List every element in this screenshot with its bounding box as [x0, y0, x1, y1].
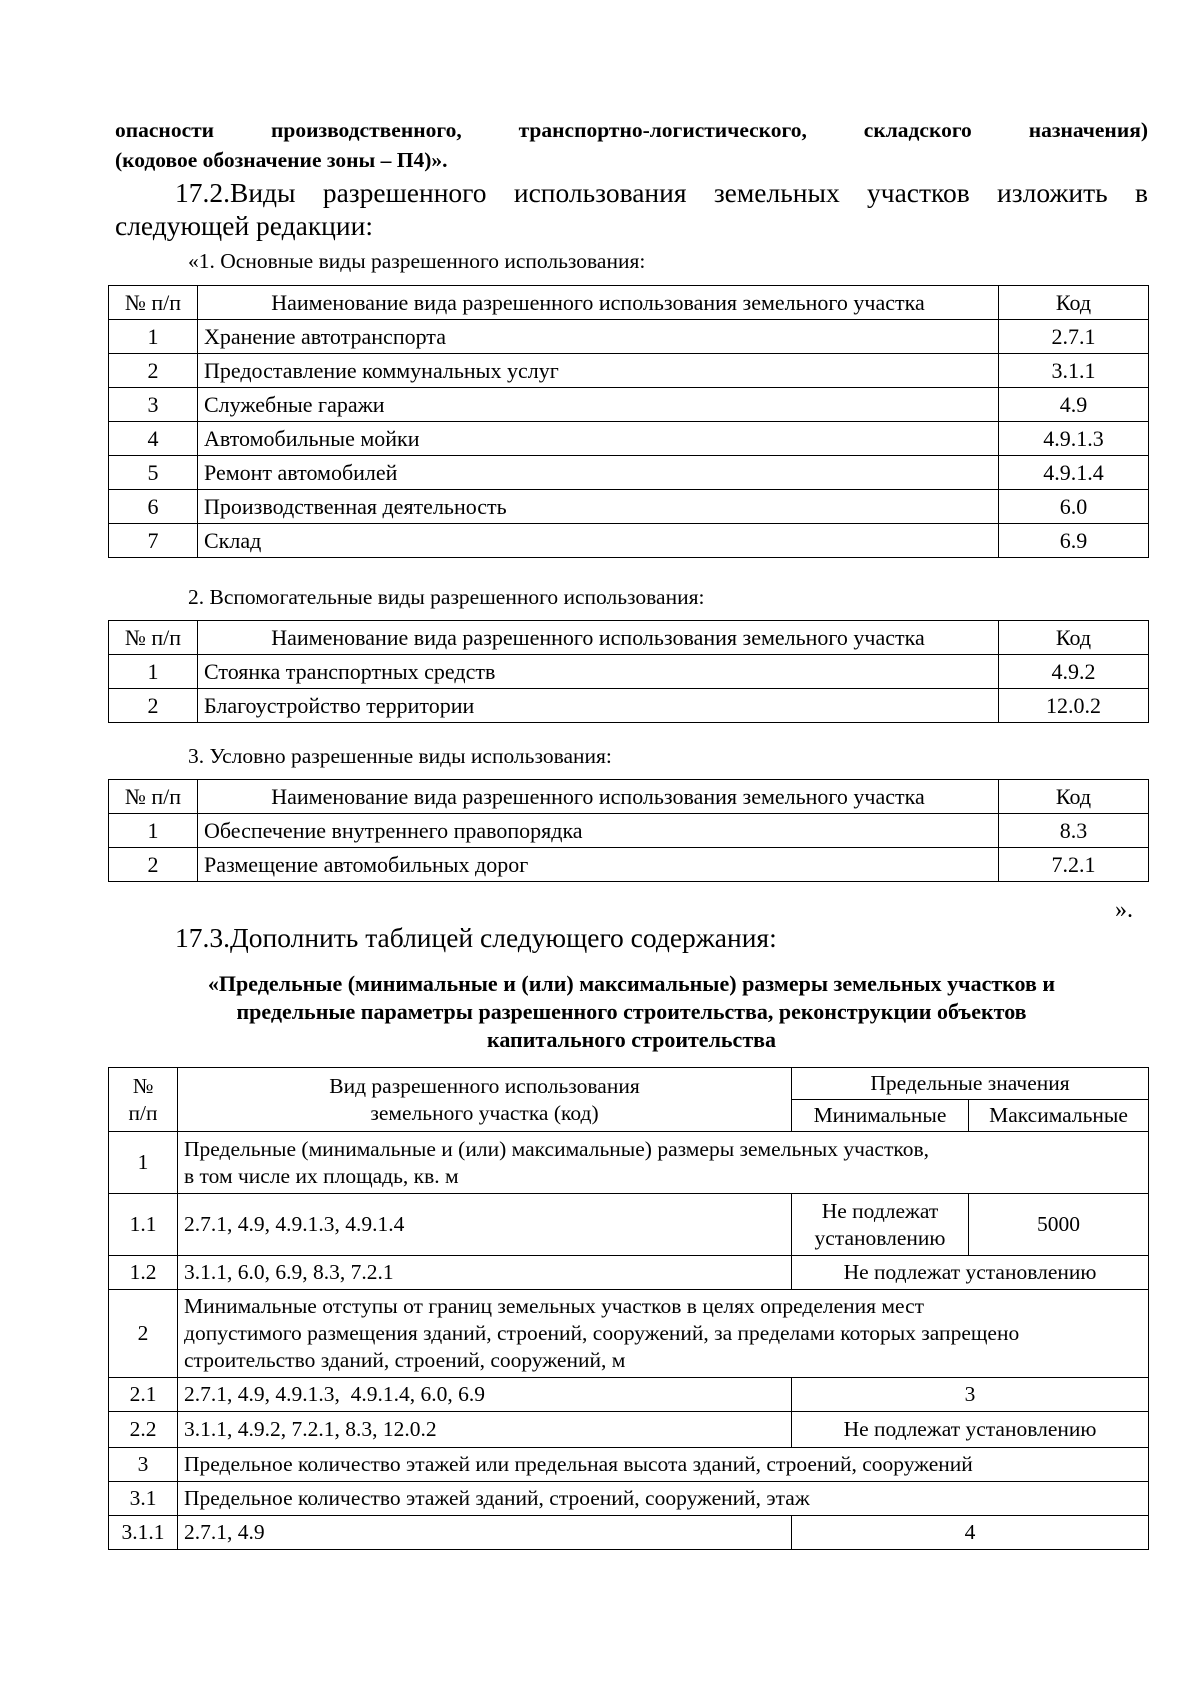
row-name: Служебные гаражи	[198, 388, 999, 422]
heading-word: опасности	[115, 118, 215, 142]
table-row	[109, 1132, 1149, 1194]
table-header-row	[109, 286, 1149, 320]
zone-heading-line1	[115, 116, 1148, 144]
aux-uses-table	[108, 620, 1149, 723]
list3-title: 3. Условно разрешенные виды использования:	[188, 744, 612, 768]
limits-title-line2: предельные параметры разрешенного строительства, реконструкции объектов	[236, 999, 1027, 1024]
header-name: Наименование вида разрешенного использования земельного участка	[198, 780, 999, 814]
row-codes: 3.1.1, 4.9.2, 7.2.1, 8.3, 12.0.2	[178, 1412, 792, 1448]
row-num: 1.2	[109, 1256, 178, 1290]
row-num: 3.1.1	[109, 1516, 178, 1550]
row-code: 6.0	[999, 490, 1149, 524]
row-name: Ремонт автомобилей	[198, 456, 999, 490]
row-num: 2	[109, 848, 198, 882]
row-num: 3.1	[109, 1482, 178, 1516]
row-min-line1: Не подлежат	[821, 1198, 939, 1223]
row-codes: 2.7.1, 4.9	[178, 1516, 792, 1550]
para-17-3: 17.3.Дополнить таблицей следующего содержания:	[175, 922, 777, 953]
row-codes: 3.1.1, 6.0, 6.9, 8.3, 7.2.1	[178, 1256, 792, 1290]
row-num: 2	[109, 1290, 178, 1378]
limits-title	[115, 970, 1148, 1054]
header-kind-line2: земельного участка (код)	[370, 1100, 599, 1125]
heading-word: транспортно-логистического,	[518, 118, 807, 142]
table-row	[109, 456, 1149, 490]
header-min: Минимальные	[792, 1100, 969, 1132]
row-num: 1.1	[109, 1194, 178, 1256]
main-uses-table	[108, 285, 1149, 558]
row-code: 4.9	[999, 388, 1149, 422]
table-row	[109, 422, 1149, 456]
row-name: Хранение автотранспорта	[198, 320, 999, 354]
row-name: Обеспечение внутреннего правопорядка	[198, 814, 999, 848]
row-min-line2: установлению	[814, 1225, 946, 1250]
row-name: Предоставление коммунальных услуг	[198, 354, 999, 388]
limits-title-line3: капитального строительства	[486, 1027, 777, 1052]
row-value: Не подлежат установлению	[792, 1256, 1149, 1290]
row-name: Стоянка транспортных средств	[198, 655, 999, 689]
heading-word: складского	[863, 118, 972, 142]
header-name: Наименование вида разрешенного использования земельного участка	[198, 621, 999, 655]
row-code: 6.9	[999, 524, 1149, 558]
table-row	[109, 814, 1149, 848]
row-num: 1	[109, 1132, 178, 1194]
conditional-uses-table	[108, 779, 1149, 882]
row-num: 1	[109, 814, 198, 848]
row-code: 4.9.1.3	[999, 422, 1149, 456]
row-section-text	[178, 1290, 1149, 1378]
table-row	[109, 1448, 1149, 1482]
header-num: № п/п	[109, 780, 198, 814]
table-row	[109, 354, 1149, 388]
row-code: 4.9.2	[999, 655, 1149, 689]
header-num-line1: №	[132, 1073, 154, 1098]
table-row	[109, 1516, 1149, 1550]
heading-word: назначения)	[1028, 118, 1148, 142]
row-num: 4	[109, 422, 198, 456]
header-max: Максимальные	[969, 1100, 1149, 1132]
row-code: 8.3	[999, 814, 1149, 848]
row-num: 1	[109, 655, 198, 689]
table-row	[109, 689, 1149, 723]
row-num: 1	[109, 320, 198, 354]
row-max: 5000	[969, 1194, 1149, 1256]
row-num: 2	[109, 689, 198, 723]
table-row	[109, 1194, 1149, 1256]
table-header-row	[109, 621, 1149, 655]
zone-heading-line2: (кодовое обозначение зоны – П4)».	[115, 148, 448, 172]
table-row	[109, 388, 1149, 422]
table-row	[109, 1256, 1149, 1290]
para-17-2-line1: 17.2.Виды разрешенного использования земельных участков изложить в	[175, 177, 1148, 208]
row-num: 6	[109, 490, 198, 524]
heading-word: производственного,	[270, 118, 462, 142]
row-num: 5	[109, 456, 198, 490]
header-code: Код	[999, 621, 1149, 655]
table-header-row	[109, 1068, 1149, 1100]
header-name: Наименование вида разрешенного использования земельного участка	[198, 286, 999, 320]
header-kind	[178, 1068, 792, 1132]
list2-title: 2. Вспомогательные виды разрешенного использования:	[188, 585, 705, 609]
row-code: 2.7.1	[999, 320, 1149, 354]
table-row	[109, 490, 1149, 524]
header-code: Код	[999, 780, 1149, 814]
header-num: № п/п	[109, 621, 198, 655]
row-codes: 2.7.1, 4.9, 4.9.1.3, 4.9.1.4	[178, 1194, 792, 1256]
table-row	[109, 320, 1149, 354]
table-row	[109, 1482, 1149, 1516]
row-text-line: строительство зданий, строений, сооружений, м	[184, 1348, 626, 1372]
row-section-text: Предельное количество этажей или предельная высота зданий, строений, сооружений	[178, 1448, 1149, 1482]
row-num: 2.2	[109, 1412, 178, 1448]
row-num: 2	[109, 354, 198, 388]
header-limits: Предельные значения	[792, 1068, 1149, 1100]
row-name: Автомобильные мойки	[198, 422, 999, 456]
limits-title-line1: «Предельные (минимальные и (или) максимальные) размеры земельных участков и	[207, 971, 1056, 996]
table-row	[109, 1290, 1149, 1378]
row-num: 3	[109, 388, 198, 422]
row-num: 3	[109, 1448, 178, 1482]
header-num-line2: п/п	[128, 1100, 158, 1125]
row-section-text	[178, 1132, 1149, 1194]
table-row	[109, 1412, 1149, 1448]
row-value: Не подлежат установлению	[792, 1412, 1149, 1448]
row-num: 7	[109, 524, 198, 558]
row-code: 4.9.1.4	[999, 456, 1149, 490]
list1-title: «1. Основные виды разрешенного использования:	[188, 249, 646, 273]
table-row	[109, 1378, 1149, 1412]
row-text-line: Минимальные отступы от границ земельных участков в целях определения мест	[184, 1294, 925, 1318]
table-row	[109, 524, 1149, 558]
table-row	[109, 655, 1149, 689]
row-name: Благоустройство территории	[198, 689, 999, 723]
header-code: Код	[999, 286, 1149, 320]
row-codes: 2.7.1, 4.9, 4.9.1.3, 4.9.1.4, 6.0, 6.9	[178, 1378, 792, 1412]
header-num: № п/п	[109, 286, 198, 320]
row-code: 12.0.2	[999, 689, 1149, 723]
row-name: Производственная деятельность	[198, 490, 999, 524]
row-text-line: в том числе их площадь, кв. м	[184, 1163, 459, 1188]
table-row	[109, 848, 1149, 882]
limits-table	[108, 1067, 1149, 1550]
row-code: 7.2.1	[999, 848, 1149, 882]
row-text-line: Предельные (минимальные и (или) максимальные) размеры земельных участков,	[184, 1136, 929, 1161]
para-17-2-line2: следующей редакции:	[115, 210, 373, 241]
row-name: Склад	[198, 524, 999, 558]
closing-quote: ».	[1115, 897, 1133, 923]
header-num	[109, 1068, 178, 1132]
row-section-text: Предельное количество этажей зданий, строений, сооружений, этаж	[178, 1482, 1149, 1516]
row-text-line: допустимого размещения зданий, строений, сооружений, за пределами которых запрещено	[184, 1321, 1020, 1345]
header-kind-line1: Вид разрешенного использования	[329, 1073, 640, 1098]
row-name: Размещение автомобильных дорог	[198, 848, 999, 882]
row-code: 3.1.1	[999, 354, 1149, 388]
row-num: 2.1	[109, 1378, 178, 1412]
row-min	[792, 1194, 969, 1256]
row-value: 3	[792, 1378, 1149, 1412]
table-header-row	[109, 780, 1149, 814]
row-value: 4	[792, 1516, 1149, 1550]
